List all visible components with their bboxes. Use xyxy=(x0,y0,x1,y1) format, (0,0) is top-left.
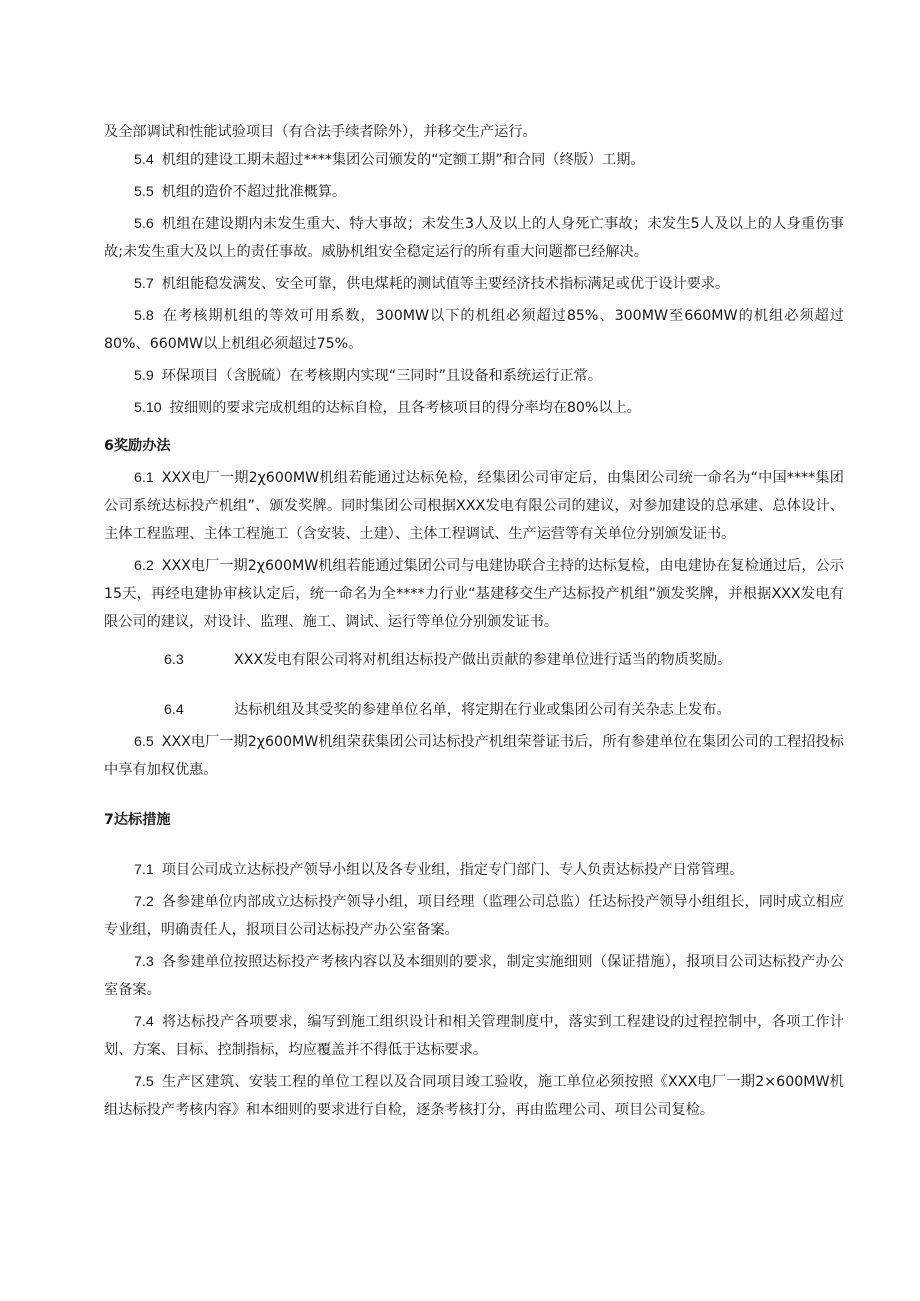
clause-text: XXX电厂一期2χ600MW机组若能通过集团公司与电建协联合主持的达标复检，由电建协在复检通过后，公示15天，再经电建协审核认定后，统一命名为全****力行业“基建移交生产达标投产机组”颁发奖牌，并根据XXX发电有限公司的建议，对设计、监理、施工、调试、运行等单位分别颁发证书。 xyxy=(104,558,844,630)
clause-5-7 xyxy=(104,270,844,298)
clause-7-4 xyxy=(104,1008,844,1064)
section-6-heading: 6奖励办法 xyxy=(104,438,171,454)
clause-5-8 xyxy=(104,302,844,358)
clause-text: 机组在建设期内未发生重大、特大事故；未发生3人及以上的人身死亡事故；未发生5人及以上的人身重伤事故;未发生重大及以上的责任事故。威胁机组安全稳定运行的所有重大问题都已经解决。 xyxy=(104,216,844,260)
clause-7-5 xyxy=(104,1068,844,1124)
clause-5-5 xyxy=(104,178,844,206)
clause-text: 按细则的要求完成机组的达标自检，且各考核项目的得分率均在80%以上。 xyxy=(169,400,641,416)
clause-6-1 xyxy=(104,464,844,548)
clause-6-4 xyxy=(104,696,844,724)
clause-7-2 xyxy=(104,888,844,944)
clause-text: 达标机组及其受奖的参建单位名单，将定期在行业或集团公司有关杂志上发布。 xyxy=(234,702,731,718)
clause-number: 6.3 xyxy=(164,652,184,668)
clause-text: XXX电厂一期2χ600MW机组若能通过达标免检，经集团公司审定后，由集团公司统一命名为“中国****集团公司系统达标投产机组”、颁发奖牌。同时集团公司根据XXX发电有限公司的建议，对参加建设的总承建、总体设计、主体工程监理、主体工程施工（含安装、土建）、主体工程调试、生产运营等有关单位分别颁发证书。 xyxy=(104,470,844,542)
clause-5-9 xyxy=(104,362,844,390)
clause-number: 6.4 xyxy=(164,702,184,718)
section5-continuation: 及全部调试和性能试验项目（有合法手续者除外），并移交生产运行。 xyxy=(104,124,537,140)
clause-text: 机组的造价不超过批准概算。 xyxy=(161,184,347,200)
clause-text: 机组的建设工期未超过****集团公司颁发的“定额工期”和合同（终版）工期。 xyxy=(161,152,645,168)
clause-number: 5.10 xyxy=(134,400,162,416)
clause-number: 5.9 xyxy=(134,368,154,384)
clause-number: 6.5 xyxy=(134,734,154,750)
clause-7-1 xyxy=(104,856,844,884)
clause-number: 7.5 xyxy=(134,1074,154,1090)
document-page xyxy=(104,118,844,1124)
clause-5-4 xyxy=(104,146,844,174)
clause-text: 将达标投产各项要求，编写到施工组织设计和相关管理制度中，落实到工程建设的过程控制中，各项工作计划、方案、目标、控制指标，均应覆盖并不得低于达标要求。 xyxy=(104,1014,844,1058)
clause-6-5 xyxy=(104,728,844,784)
clause-text: 项目公司成立达标投产领导小组以及各专业组，指定专门部门、专人负责达标投产日常管理。 xyxy=(161,862,744,878)
clause-number: 7.3 xyxy=(134,954,154,970)
clause-number: 6.1 xyxy=(134,470,154,486)
clause-number: 7.4 xyxy=(134,1014,154,1030)
clause-number: 5.4 xyxy=(134,152,154,168)
clause-7-3 xyxy=(104,948,844,1004)
clause-number: 7.1 xyxy=(134,862,154,878)
clause-number: 5.5 xyxy=(134,184,154,200)
clause-text: 机组能稳发满发、安全可靠，供电煤耗的测试值等主要经济技术指标满足或优于设计要求。 xyxy=(161,276,730,292)
section-7-heading: 7达标措施 xyxy=(104,812,171,828)
clause-number: 7.2 xyxy=(134,894,154,910)
clause-text: XXX发电有限公司将对机组达标投产做出贡献的参建单位进行适当的物质奖励。 xyxy=(234,652,732,668)
clause-text: 在考核期机组的等效可用系数，300MW以下的机组必须超过85%、300MW至660MW的机组必须超过80%、660MW以上机组必须超过75%。 xyxy=(104,308,844,352)
clause-5-6 xyxy=(104,210,844,266)
clause-text: 各参建单位内部成立达标投产领导小组，项目经理（监理公司总监）任达标投产领导小组组长，同时成立相应专业组，明确责任人，报项目公司达标投产办公室备案。 xyxy=(104,894,844,938)
clause-text: 生产区建筑、安装工程的单位工程以及合同项目竣工验收，施工单位必须按照《XXX电厂一期2×600MW机组达标投产考核内容》和本细则的要求进行自检，逐条考核打分，再由监理公司、项目公司复检。 xyxy=(104,1074,844,1118)
clause-number: 5.8 xyxy=(134,308,154,324)
clause-5-10 xyxy=(104,394,844,422)
clause-number: 6.2 xyxy=(134,558,154,574)
clause-number: 5.7 xyxy=(134,276,154,292)
clause-number: 5.6 xyxy=(134,216,154,232)
clause-text: 环保项目（含脱硫）在考核期内实现“三同时”且设备和系统运行正常。 xyxy=(161,368,603,384)
clause-text: XXX电厂一期2χ600MW机组荣获集团公司达标投产机组荣誉证书后，所有参建单位在集团公司的工程招投标中享有加权优惠。 xyxy=(104,734,844,778)
clause-6-3 xyxy=(104,646,844,674)
clause-text: 各参建单位按照达标投产考核内容以及本细则的要求，制定实施细则（保证措施），报项目公司达标投产办公室备案。 xyxy=(104,954,844,998)
clause-6-2 xyxy=(104,552,844,636)
